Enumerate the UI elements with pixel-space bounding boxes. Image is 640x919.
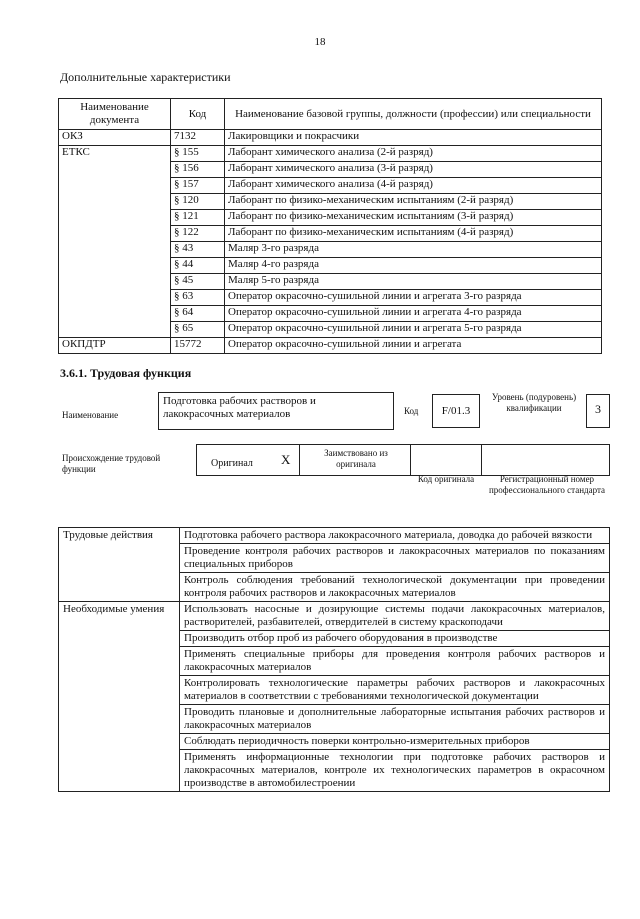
- table-row: [59, 290, 602, 306]
- doc-name-cell: [59, 290, 171, 306]
- labor-action-row-text: Подготовка рабочего раствора лакокрасочного материала, доводка до рабочей вязкости: [180, 528, 610, 544]
- code-cell: § 121: [171, 210, 225, 226]
- reg-number-label: Регистрационный номер профессионального стандарта: [488, 474, 606, 495]
- doc-name-cell: ОКЗ: [59, 130, 171, 146]
- original-code-cell: [410, 444, 482, 476]
- table-row: [59, 130, 602, 146]
- original-code-label: Код оригинала: [417, 474, 475, 484]
- doc-name-cell: [59, 258, 171, 274]
- skill-row-text: Использовать насосные и дозирующие системы подачи лакокрасочных материалов, растворителей, разбавителей, отвердителей в систему краскоподачи: [180, 602, 610, 631]
- occupation-cell: Маляр 3-го разряда: [225, 242, 602, 258]
- occupation-cell: Маляр 4-го разряда: [225, 258, 602, 274]
- doc-name-cell: ОКПДТР: [59, 338, 171, 354]
- name-label: Наименование: [62, 410, 119, 420]
- original-cell: [196, 444, 300, 476]
- doc-name-cell: ЕТКС: [59, 146, 171, 162]
- occupation-cell: Лаборант по физико-механическим испытаниям (3-й разряд): [225, 210, 602, 226]
- original-mark: X: [281, 452, 291, 467]
- actions-table: [58, 527, 610, 792]
- skill-row-text: Соблюдать периодичность поверки контрольно-измерительных приборов: [180, 734, 610, 750]
- occupation-cell: Лаборант химического анализа (2-й разряд): [225, 146, 602, 162]
- occupation-cell: Оператор окрасочно-сушильной линии и агрегата: [225, 338, 602, 354]
- table-row: [59, 194, 602, 210]
- table-row: [59, 306, 602, 322]
- page-number: 18: [314, 36, 326, 48]
- table-row: [59, 146, 602, 162]
- origin-label: Происхождение трудовой функции: [62, 453, 161, 474]
- characteristics-table: [58, 98, 602, 354]
- skill-row-label: Необходимые умения: [59, 602, 180, 792]
- skill-row-text: Применять информационные технологии при подготовке рабочих растворов и лакокрасочных материалов, контроле их технологических параметров в окрасочном производстве в автомобилестроении: [180, 750, 610, 792]
- doc-name-cell: [59, 274, 171, 290]
- original-label: Оригинал: [211, 458, 253, 469]
- code-cell: § 122: [171, 226, 225, 242]
- code-cell: § 157: [171, 178, 225, 194]
- table-row: [59, 210, 602, 226]
- code-cell: § 45: [171, 274, 225, 290]
- occupation-cell: Лаборант химического анализа (4-й разряд): [225, 178, 602, 194]
- table-row: [59, 338, 602, 354]
- occupation-cell: Лаборант по физико-механическим испытаниям (4-й разряд): [225, 226, 602, 242]
- borrowed-cell: [299, 444, 411, 476]
- code-cell: § 156: [171, 162, 225, 178]
- occupation-cell: Оператор окрасочно-сушильной линии и агрегата 4-го разряда: [225, 306, 602, 322]
- labor-action-row-text: Контроль соблюдения требований технологической документации при проведении контроля рабочих растворов и лакокрасочных материалов: [180, 573, 610, 602]
- code-label: Код: [404, 406, 419, 416]
- table-row: [59, 162, 602, 178]
- borrowed-label: Заимствовано из оригинала: [324, 448, 388, 469]
- code-cell: § 64: [171, 306, 225, 322]
- labor-action-row: [59, 528, 610, 544]
- occupation-cell: Лаборант по физико-механическим испытаниям (2-й разряд): [225, 194, 602, 210]
- code-cell: § 155: [171, 146, 225, 162]
- code-cell: § 65: [171, 322, 225, 338]
- skill-row-text: Производить отбор проб из рабочего оборудования в производстве: [180, 631, 610, 647]
- reg-number-cell: [481, 444, 610, 476]
- doc-name-cell: [59, 178, 171, 194]
- occupation-cell: Оператор окрасочно-сушильной линии и агрегата 3-го разряда: [225, 290, 602, 306]
- doc-name-cell: [59, 322, 171, 338]
- level-label: Уровень (подуровень) квалификации: [491, 392, 577, 413]
- doc-name-cell: [59, 162, 171, 178]
- labor-action-row-label: Трудовые действия: [59, 528, 180, 602]
- doc-name-cell: [59, 194, 171, 210]
- occupation-cell: Маляр 5-го разряда: [225, 274, 602, 290]
- occupation-cell: Лаборант химического анализа (3-й разряд): [225, 162, 602, 178]
- column-header: Код: [171, 99, 225, 130]
- skill-row-text: Контролировать технологические параметры рабочих растворов и лакокрасочных материалов в соответствии с требованиями технологической документации: [180, 676, 610, 705]
- section-heading: Дополнительные характеристики: [60, 70, 231, 84]
- column-header: Наименование документа: [59, 99, 171, 130]
- name-value: Подготовка рабочих растворов и лакокрасочных материалов: [158, 392, 394, 430]
- labor-action-row-text: Проведение контроля рабочих растворов и лакокрасочных материалов по показаниям специальных приборов: [180, 544, 610, 573]
- code-cell: § 44: [171, 258, 225, 274]
- table-row: [59, 322, 602, 338]
- doc-name-cell: [59, 242, 171, 258]
- skill-row: [59, 602, 610, 631]
- column-header: Наименование базовой группы, должности (профессии) или специальности: [225, 99, 602, 130]
- table-row: [59, 242, 602, 258]
- code-value: F/01.3: [432, 394, 480, 428]
- code-cell: § 63: [171, 290, 225, 306]
- table-header-row: [59, 99, 602, 130]
- code-cell: § 120: [171, 194, 225, 210]
- doc-name-cell: [59, 210, 171, 226]
- table-row: [59, 274, 602, 290]
- skill-row-text: Применять специальные приборы для проведения контроля рабочих растворов и лакокрасочных материалов: [180, 647, 610, 676]
- doc-name-cell: [59, 306, 171, 322]
- level-value: 3: [586, 394, 610, 428]
- table-row: [59, 226, 602, 242]
- occupation-cell: Лакировщики и покрасчики: [225, 130, 602, 146]
- table-row: [59, 178, 602, 194]
- table-row: [59, 258, 602, 274]
- skill-row-text: Проводить плановые и дополнительные лабораторные испытания рабочих растворов и лакокрасочных материалов: [180, 705, 610, 734]
- code-cell: § 43: [171, 242, 225, 258]
- code-cell: 7132: [171, 130, 225, 146]
- labor-function-heading: 3.6.1. Трудовая функция: [60, 366, 192, 380]
- doc-name-cell: [59, 226, 171, 242]
- occupation-cell: Оператор окрасочно-сушильной линии и агрегата 5-го разряда: [225, 322, 602, 338]
- code-cell: 15772: [171, 338, 225, 354]
